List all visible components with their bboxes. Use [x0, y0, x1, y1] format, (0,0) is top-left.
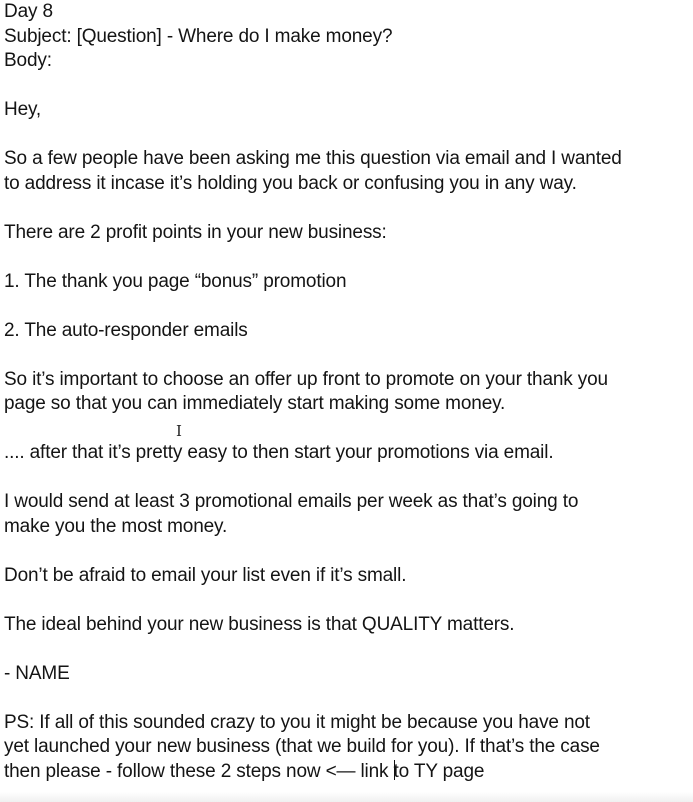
spacer: [4, 123, 690, 148]
ps-line-3-end: to TY page: [393, 760, 485, 782]
page-bottom-edge: [0, 792, 693, 802]
spacer: [4, 294, 690, 319]
paragraph-2: There are 2 profit points in your new business:: [4, 221, 387, 243]
spacer: [4, 245, 690, 270]
paragraph-3-line-1: So it’s important to choose an offer up front to promote on your thank you: [4, 368, 608, 390]
paragraph-5-line-2: make you the most money.: [4, 515, 228, 537]
paragraph-1-line-1: So a few people have been asking me this question via email and I wanted: [4, 148, 622, 169]
spacer: [4, 417, 690, 442]
profit-point-1: 1. The thank you page “bonus” promotion: [4, 270, 347, 292]
subject-line: Subject: [Question] - Where do I make money?: [4, 25, 393, 47]
paragraph-7: The ideal behind your new business is that QUALITY matters.: [4, 613, 515, 635]
ps-line-2: yet launched your new business (that we build for you). If that’s the case: [4, 736, 600, 757]
spacer: [4, 539, 690, 564]
spacer: [4, 588, 690, 613]
profit-point-2: 2. The auto-responder emails: [4, 319, 248, 341]
ps-line-3-start: then please - follow these 2 steps now <— link: [4, 760, 394, 782]
ps-line-1: PS: If all of this sounded crazy to you it might be because you have not: [4, 711, 590, 733]
spacer: [4, 196, 690, 221]
spacer: [4, 466, 690, 491]
spacer: [4, 343, 690, 368]
paragraph-5-line-1: I would send at least 3 promotional emails per week as that’s going to: [4, 491, 579, 512]
paragraph-4: .... after that it’s pretty easy to then start your promotions via email.: [4, 442, 554, 463]
i-beam-cursor-icon: I: [176, 422, 182, 440]
ps-line-3: [4, 760, 690, 785]
spacer: [4, 686, 690, 711]
signature: - NAME: [4, 662, 70, 684]
body-label: Body:: [4, 50, 52, 71]
day-heading: Day 8: [4, 1, 53, 22]
paragraph-1-line-2: to address it incase it’s holding you back or confusing you in any way.: [4, 172, 577, 194]
email-document[interactable]: [4, 0, 690, 784]
paragraph-3-line-2: page so that you can immediately start making some money.: [4, 393, 506, 414]
spacer: [4, 637, 690, 662]
spacer: [4, 74, 690, 99]
greeting: Hey,: [4, 99, 42, 120]
paragraph-6: Don’t be afraid to email your list even if it’s small.: [4, 564, 407, 586]
